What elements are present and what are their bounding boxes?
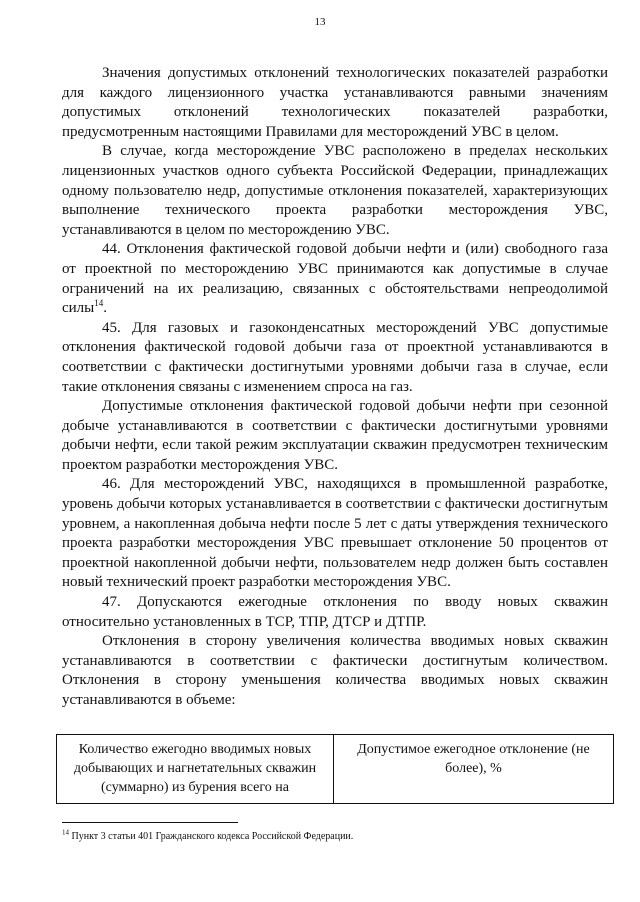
- footnote-number: 14: [62, 828, 69, 837]
- footnote-text: Пункт 3 статьи 401 Гражданского кодекса Российской Федерации.: [71, 831, 354, 842]
- paragraph-44: [62, 240, 608, 318]
- paragraph: В случае, когда месторождение УВС расположено в пределах нескольких лицензионных участков одного субъекта Российской Федерации, принадлежащих одному пользователю недр, допустимые отклонения показателей, характеризующих выполнение технического проекта разработки месторождения УВС, устанавливаются в целом по месторождению УВС.: [62, 143, 608, 238]
- table-header-allowed-deviation: Допустимое ежегодное отклонение (не более), %: [334, 735, 614, 804]
- document-body: [62, 64, 608, 711]
- paragraph: Значения допустимых отклонений технологических показателей разработки для каждого лицензионного участка устанавливаются равными значениям допустимых отклонений технологических показателей разработки, предусмотренным настоящими Правилами для месторождений УВС в целом.: [62, 65, 608, 140]
- paragraph: Допустимые отклонения фактической годовой добычи нефти при сезонной добыче устанавливаются в соответствии с фактически достигнутыми уровнями добычи нефти, если такой режим эксплуатации скважин предусмотрен техническим проектом разработки месторождения УВС.: [62, 398, 608, 473]
- deviation-table: [56, 734, 614, 804]
- table-header-row: [57, 735, 614, 804]
- paragraph: Отклонения в сторону увеличения количества вводимых новых скважин устанавливаются в соответствии с фактически достигнутым количеством. Отклонения в сторону уменьшения количества вводимых новых скважин устанавливаются в объеме:: [62, 633, 608, 708]
- footnote-divider: [62, 822, 238, 823]
- table-header-wells-count: Количество ежегодно вводимых новых добывающих и нагнетательных скважин (суммарно) из бурения всего на: [57, 735, 334, 804]
- paragraph-46: 46. Для месторождений УВС, находящихся в промышленной разработке, уровень добычи которых устанавливается в соответствии с фактически достигнутым уровнем, а накопленная добыча нефти после 5 лет с даты утверждения технического проекта разработки месторождения УВС превышает отклонение 50 процентов от проектной накопленной добычи нефти, пользователем недр должен быть составлен новый технический проект разработки месторождения УВС.: [62, 476, 608, 591]
- footnote: [62, 830, 608, 843]
- paragraph-47: 47. Допускаются ежегодные отклонения по вводу новых скважин относительно установленных в ТСР, ТПР, ДТСР и ДТПР.: [62, 594, 608, 630]
- paragraph-45: 45. Для газовых и газоконденсатных месторождений УВС допустимые отклонения фактической годовой добычи газа от проектной устанавливаются в соответствии с фактически достигнутыми уровнями добычи газа в случае, если такие отклонения связаны с изменением спроса на газ.: [62, 319, 608, 395]
- paragraph-text: 44. Отклонения фактической годовой добычи нефти и (или) свободного газа от проектной по месторождению УВС принимаются как допустимые в случае ограничений на их реализацию, связанных с обстоятельствами непреодолимой силы: [62, 241, 608, 317]
- page-number: 13: [314, 16, 326, 28]
- footnote-reference: 14: [94, 298, 104, 309]
- paragraph-end-punctuation: .: [103, 300, 107, 317]
